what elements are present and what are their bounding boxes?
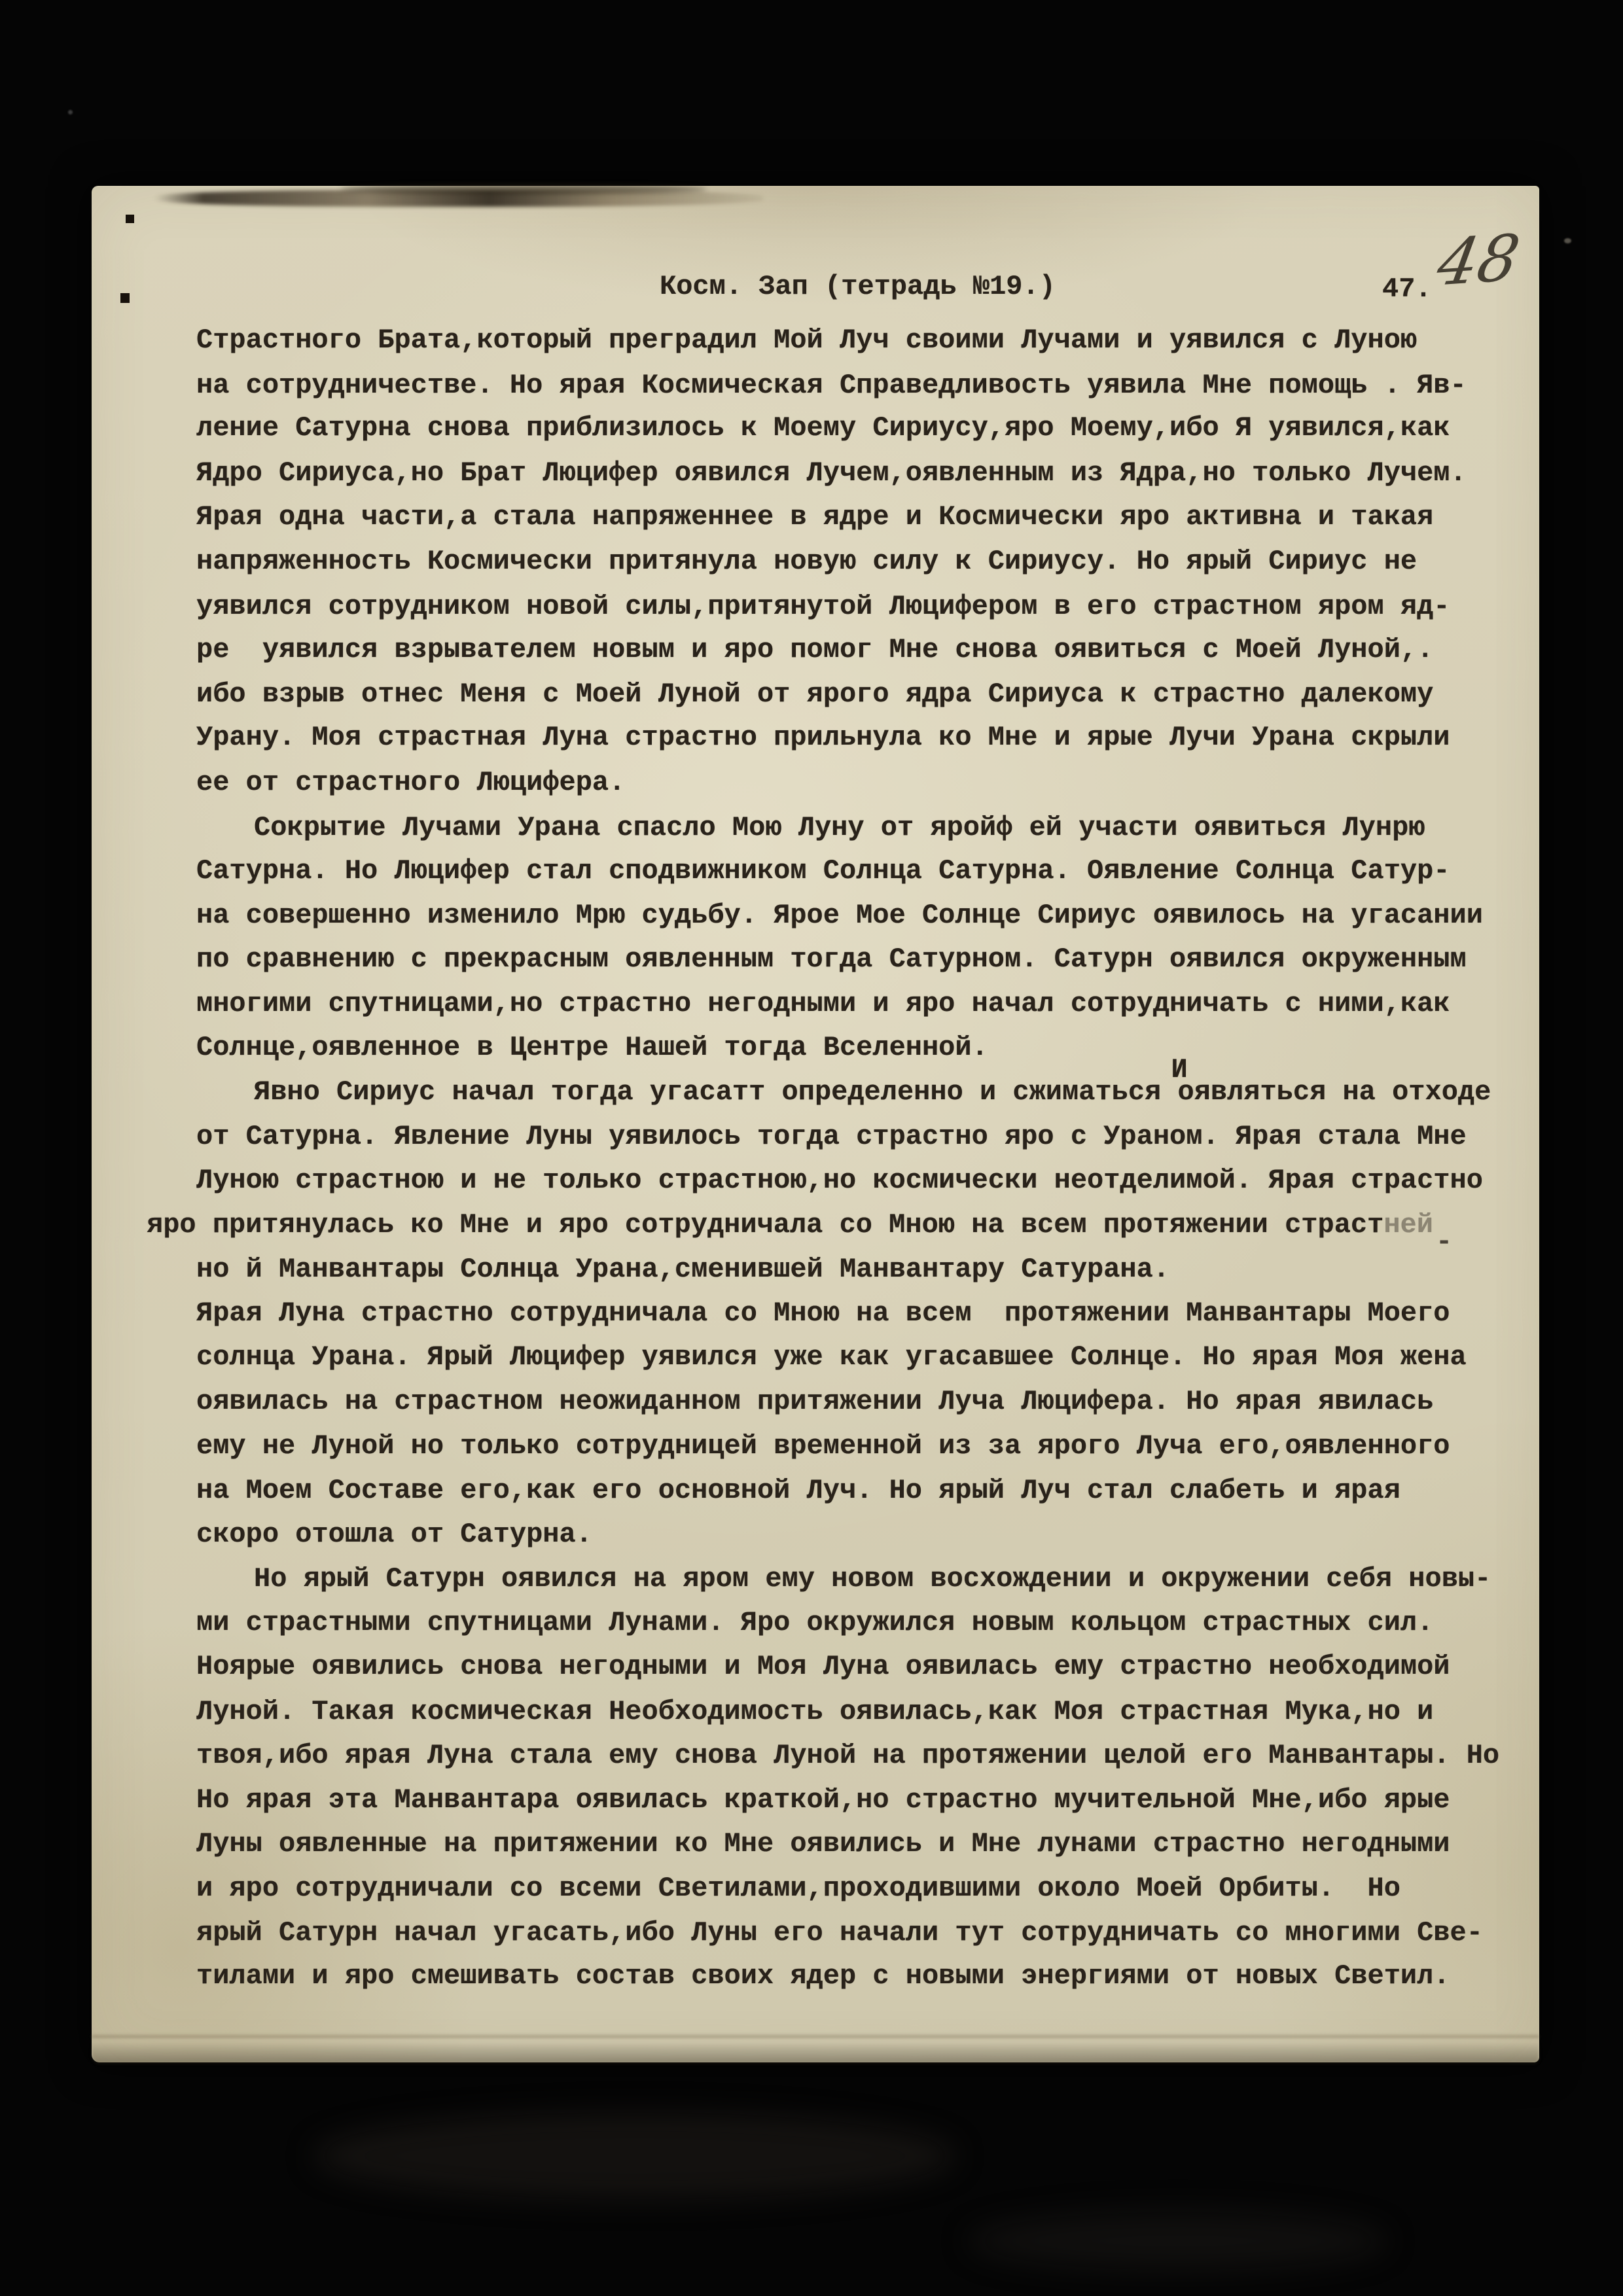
- typed-line-text: ибо взрыв отнес Меня с Моей Луной от ярого ядра Сириуса к страстно далекому: [196, 678, 1434, 710]
- typed-line: [196, 1380, 1531, 1424]
- typed-line: [196, 716, 1531, 760]
- typed-line-text: Луной. Такая космическая Необходимость оявилась,как Моя страстная Мука,но и: [196, 1696, 1434, 1728]
- typed-line-text: Луны оявленные на притяжении ко Мне оявились и Мне лунами страстно негодными: [196, 1828, 1450, 1860]
- typed-line-text: на совершенно изменило Мрю судьбу. Ярое Мое Солнце Сириус оявилось на угасании: [196, 899, 1483, 931]
- typed-line-text: уявился сотрудником новой силы,притянутой Люцифером в его страстном яром яд-: [196, 590, 1450, 622]
- typed-line: [196, 364, 1531, 408]
- typed-line-text: по сравнению с прекрасным оявленным тогда Сатурном. Сатурн оявился окруженным: [196, 944, 1467, 976]
- ink-smudge-top-edge-dark: [340, 185, 707, 194]
- typed-line-text: ее от страстного Люцифера.: [196, 766, 626, 798]
- typed-line: [196, 1734, 1531, 1778]
- typed-line: [196, 673, 1531, 717]
- typed-line: [196, 1557, 1531, 1602]
- typed-line: [196, 540, 1531, 584]
- typed-line: [196, 1513, 1531, 1557]
- scan-speck: [68, 110, 73, 115]
- paper-bottom-edge-shadow: [92, 2041, 1539, 2064]
- typed-line-text: Но ярая эта Манвантара оявилась краткой,но страстно мучительной Мне,ибо ярые: [196, 1784, 1450, 1816]
- scan-shadow-blob: [314, 2113, 955, 2199]
- typed-line: [196, 319, 1531, 363]
- typed-line-text: ми страстными спутницами Лунами. Яро окружился новым кольцом страстных сил.: [196, 1607, 1434, 1639]
- typed-line: [196, 894, 1531, 938]
- typed-line: [196, 1867, 1531, 1911]
- punch-mark-bottom: [120, 293, 130, 303]
- typed-line-text: Ярая одна части,а стала напряженнее в ядре и Космически яро активна и такая: [196, 501, 1434, 533]
- typed-line: [196, 495, 1531, 540]
- typed-line: [196, 1115, 1531, 1159]
- typed-line-text: от Сатурна. Явление Луны уявилось тогда страстно яро с Ураном. Ярая стала Мне: [196, 1120, 1467, 1152]
- page-number-typed: 47.: [1382, 274, 1432, 305]
- typed-text-body: [147, 319, 1531, 2000]
- typed-line-text: на сотрудничестве. Но ярая Космическая Справедливость уявила Мне помощь . Яв-: [196, 369, 1467, 401]
- typed-line-text: Ядро Сириуса,но Брат Люцифер оявился Лучем,оявленным из Ядра,но только Лучем.: [196, 457, 1467, 489]
- typed-line-text: Ярая Луна страстно сотрудничала со Мною на всем протяжении Манвантары Моего: [196, 1298, 1450, 1330]
- typed-line-text: ему не Луной но только сотрудницей временной из за ярого Луча его,оявленного: [196, 1430, 1450, 1462]
- typed-line-text: Солнце,оявленное в Центре Нашей тогда Вселенной.: [196, 1031, 988, 1063]
- typed-line-text: ре уявился взрывателем новым и яро помог Мне снова оявиться с Моей Луной,.: [196, 634, 1434, 666]
- typed-line: [196, 938, 1531, 982]
- typed-line: [196, 849, 1531, 894]
- typed-line-text: на Моем Составе его,как его основной Луч. Но ярый Луч стал слабеть и ярая: [196, 1475, 1400, 1507]
- typed-line: Явно Сириус начал тогда угасатт определенно и сжиматься Иоявляться на отходе: [254, 1054, 1491, 1108]
- typed-line: [196, 1424, 1531, 1469]
- typed-line-text: скоро отошла от Сатурна.: [196, 1519, 592, 1551]
- paper-crease-bottom: [92, 2035, 1539, 2038]
- typed-line-text: напряженность Космически притянула новую силу к Сириусу. Но ярый Сириус не: [196, 545, 1418, 577]
- typed-line-text: яро притянулась ко Мне и яро сотрудничала со Мною на всем протяжении страст: [147, 1209, 1384, 1241]
- page-number-handwritten: 48: [1432, 220, 1525, 301]
- typed-line: [196, 451, 1531, 496]
- typed-line: [196, 1645, 1531, 1689]
- typed-line: [196, 1954, 1531, 1999]
- typed-line: [196, 1822, 1531, 1867]
- typed-line: [196, 1335, 1531, 1380]
- typed-line: [196, 406, 1531, 451]
- typed-line: [196, 1778, 1531, 1823]
- page-header-title: Косм. Зап (тетрадь №19.): [660, 271, 1056, 302]
- typed-line: [196, 1292, 1531, 1336]
- typed-line: [196, 1159, 1531, 1203]
- typed-line-text: Сокрытие Лучами Урана спасло Мою Луну от яройф ей участи оявиться Лунрю: [254, 811, 1425, 843]
- punch-mark-top: [126, 215, 134, 223]
- typed-line: [196, 1248, 1531, 1292]
- typed-line-text: Луною страстною и не только страстною,но космически неотделимой. Ярая страстно: [196, 1165, 1483, 1197]
- typed-line-text: оявилась на страстном неожиданном притяжении Луча Люцифера. Но ярая явилась: [196, 1386, 1434, 1418]
- typed-line-text: оявляться на отходе: [1177, 1076, 1491, 1108]
- typed-line-text: твоя,ибо ярая Луна стала ему снова Луной на протяжении целой его Манвантары. Но: [196, 1740, 1500, 1771]
- typed-line-text: Страстного Брата,который преградил Мой Луч своими Лучами и уявился с Луною: [196, 325, 1418, 356]
- typed-line-text: и яро сотрудничали со всеми Светилами,проходившими около Моей Орбиты. Но: [196, 1872, 1400, 1904]
- typed-line-text: ление Сатурна снова приблизилось к Моему Сириусу,яро Моему,ибо Я уявился,как: [196, 412, 1450, 444]
- document-page: [92, 186, 1539, 2062]
- scan-speck: [1564, 238, 1571, 243]
- typed-line-text: солнца Урана. Ярый Люцифер уявился уже как угасавшее Солнце. Но ярая Моя жена: [196, 1341, 1467, 1373]
- typed-line-text: Сатурна. Но Люцифер стал сподвижником Солнца Сатурна. Оявление Солнца Сатур-: [196, 855, 1450, 887]
- typed-line-text: Но ярый Сатурн оявился на яром ему новом восхождении и окружении себя новы-: [254, 1563, 1491, 1595]
- typed-line-text: но й Манвантары Солнца Урана,сменившей Манвантару Сатурана.: [196, 1254, 1170, 1286]
- typed-line: яро притянулась ко Мне и яро сотрудничала со Мною на всем протяжении страстней-: [147, 1209, 1453, 1258]
- typed-line-text: тилами и яро смешивать состав своих ядер с новыми энергиями от новых Светил.: [196, 1960, 1450, 1992]
- typed-line: [196, 761, 1531, 805]
- typed-line-text: ярый Сатурн начал угасать,ибо Луны его начали тут сотрудничать со многими Све-: [196, 1917, 1483, 1949]
- typed-line: [196, 628, 1531, 673]
- faint-margin-overflow: ней: [1383, 1209, 1433, 1241]
- typed-line: [196, 1026, 1531, 1070]
- typed-line-text: многими спутницами,но страстно негодными и яро начал сотрудничать с ними,как: [196, 987, 1450, 1019]
- typed-line-text: Урану. Моя страстная Луна страстно прильнула ко Мне и ярые Лучи Урана скрыли: [196, 722, 1450, 754]
- typed-line-text: Явно Сириус начал тогда угасатт определенно и сжиматься: [254, 1076, 1178, 1108]
- typed-line: [196, 585, 1531, 629]
- typed-line-text: Ноярые оявились снова негодными и Моя Луна оявилась ему страстно необходимой: [196, 1650, 1450, 1682]
- typed-line: [196, 1690, 1531, 1735]
- typed-line: [196, 806, 1531, 851]
- typed-line: [196, 1911, 1531, 1956]
- typed-line: [196, 1601, 1531, 1646]
- scan-shadow-blob: [969, 2212, 1387, 2270]
- typed-line: [196, 1469, 1531, 1513]
- typed-line: [196, 982, 1531, 1027]
